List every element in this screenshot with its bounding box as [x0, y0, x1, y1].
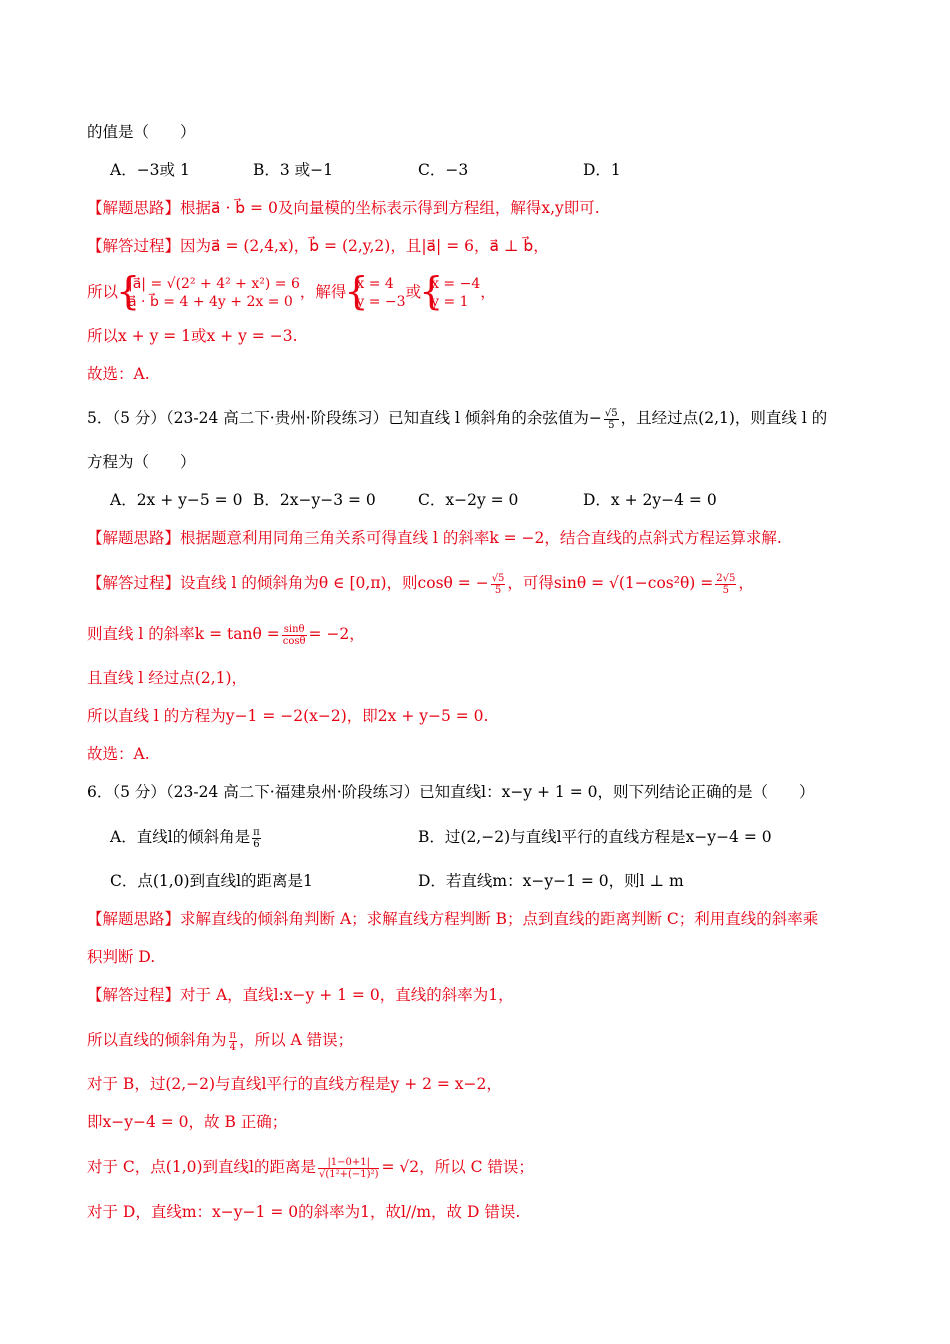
q5-process-1 — [87, 572, 870, 596]
q6-thinking-2: 积判断 D. — [87, 948, 156, 966]
q5-process-2a: 则直线 l 的斜率k = tanθ = — [87, 625, 280, 643]
q4-process-2-prefix: 所以 — [87, 283, 119, 301]
q4-process-2-or: 或 — [405, 283, 422, 301]
q6-process-1 — [87, 984, 870, 1006]
q6-process-2a: 所以直线的倾斜角为 — [87, 1031, 227, 1049]
frac-num: √5 — [491, 572, 505, 584]
q6-option-a — [110, 826, 263, 850]
frac-num: sinθ — [283, 623, 305, 635]
q4-process-1-text: 因为a⃗ = (2,4,x)，b⃗ = (2,y,2)，且|a⃗| = 6，a⃗ ⊥ b⃗， — [180, 237, 549, 255]
sys2-eq-a: { x = 4 — [356, 276, 394, 292]
q6-option-b: B．过(2,−2)与直线l平行的直线方程是x−y−4 = 0 — [418, 828, 772, 846]
q5-option-d: D．x + 2y−4 = 0 — [583, 491, 717, 509]
q5-stem-1a: 5．（5 分）（23-24 高二下·贵州·阶段练习）已知直线 l 倾斜角的余弦值为− — [87, 409, 602, 427]
q5-thinking-text: 根据题意利用同角三角关系可得直线 l 的斜率k = −2，结合直线的点斜式方程运算求解. — [180, 529, 782, 547]
q6-fraction-2 — [318, 1157, 379, 1180]
frac-den: √(1²+(−1)²) — [319, 1168, 379, 1180]
q5-fraction-1 — [491, 573, 506, 596]
q4-process-2-mid: ，解得 — [299, 283, 347, 301]
q4-system-3 — [421, 275, 480, 311]
q6-process-5 — [87, 1156, 870, 1180]
sys3-eq-b: y = 1 — [431, 294, 469, 310]
q6-process-1-text: 对于 A，直线l:x−y + 1 = 0，直线的斜率为1， — [180, 986, 514, 1004]
q5-stem-1 — [87, 407, 870, 431]
q5-process-1a: 设直线 l 的倾斜角为θ ∈ [0,π)，则cosθ = − — [180, 574, 489, 592]
sys1-eq-b: a⃗ · b⃗ = 4 + 4y + 2x = 0 — [128, 294, 293, 310]
q6-process-2 — [87, 1029, 870, 1053]
q5-stem-1b: ，且经过点(2,1)，则直线 l 的 — [620, 409, 828, 427]
q6-process-5b: = √2，所以 C 错误； — [381, 1158, 534, 1176]
q5-fraction-3 — [282, 624, 307, 647]
sys3-eq-a: { x = −4 — [431, 276, 481, 292]
frac-den: 4 — [229, 1041, 236, 1053]
q4-process-3: 所以x + y = 1或x + y = −3. — [87, 327, 298, 345]
q6-process-3: 对于 B，过(2,−2)与直线l平行的直线方程是y + 2 = x−2， — [87, 1075, 502, 1093]
q4-system-1 — [118, 275, 300, 311]
process-tag: 【解答过程】 — [87, 237, 181, 255]
q5-fraction-2 — [715, 573, 736, 596]
q5-process-1b: ，可得sinθ = √(1−cos²θ) = — [507, 574, 714, 592]
q5-option-c: C．x−2y = 0 — [418, 491, 519, 509]
frac-den: cosθ — [282, 635, 306, 647]
q6-process-4: 即x−y−4 = 0，故 B 正确； — [87, 1113, 288, 1131]
process-tag: 【解答过程】 — [87, 986, 181, 1004]
q4-stem-tail: 的值是（ ） — [87, 123, 196, 141]
frac-den: 5 — [722, 584, 729, 596]
q4-option-d: D．1 — [583, 161, 621, 179]
frac-num: |1−0+1| — [318, 1157, 379, 1169]
q5-process-1c: ， — [738, 574, 754, 592]
frac-den: 6 — [253, 838, 260, 850]
sys1-eq-a: { |a⃗| = √(2² + 4² + x²) = 6 — [128, 276, 300, 292]
frac-num: π — [229, 1029, 237, 1041]
q4-thinking — [87, 197, 870, 219]
sys2-eq-b: y = −3 — [356, 294, 406, 310]
thinking-tag: 【解题思路】 — [87, 529, 181, 547]
q5-answer: 故选：A. — [87, 745, 150, 763]
q4-answer: 故选：A. — [87, 365, 150, 383]
q4-process-1 — [87, 235, 870, 257]
q6-fraction-1 — [229, 1030, 238, 1053]
q6-process-5a: 对于 C，点(1,0)到直线l的距离是 — [87, 1158, 316, 1176]
q5-process-4: 所以直线 l 的方程为y−1 = −2(x−2)，即2x + y−5 = 0. — [87, 707, 489, 725]
q5-stem-2: 方程为（ ） — [87, 453, 196, 471]
q4-process-2-end: ， — [480, 283, 496, 301]
q6-option-c: C．点(1,0)到直线l的距离是1 — [110, 872, 313, 890]
frac-num: 2√5 — [716, 572, 736, 584]
q4-option-c: C．−3 — [418, 161, 469, 179]
q5-thinking — [87, 527, 870, 549]
q5-process-3: 且直线 l 经过点(2,1)， — [87, 669, 248, 687]
q6-thinking-text-1: 求解直线的倾斜角判断 A；求解直线方程判断 B；点到直线的距离判断 C；利用直线的斜率乘 — [180, 910, 819, 928]
thinking-tag: 【解题思路】 — [87, 199, 181, 217]
q4-option-b: B．3 或−1 — [253, 161, 334, 179]
q6-option-a-fraction — [252, 827, 261, 850]
q6-stem: 6．（5 分）（23-24 高二下·福建泉州·阶段练习）已知直线l：x−y + 1 = 0，则下列结论正确的是（ ） — [87, 783, 815, 801]
q5-process-2 — [87, 623, 870, 647]
q5-option-b: B．2x−y−3 = 0 — [253, 491, 376, 509]
q4-process-2 — [87, 270, 870, 314]
q4-system-2 — [346, 275, 405, 311]
frac-den: 5 — [608, 419, 615, 431]
q4-thinking-text: 根据a⃗ · b⃗ = 0及向量模的坐标表示得到方程组，解得x,y即可. — [180, 199, 600, 217]
q4-option-a: A．−3或 1 — [110, 161, 190, 179]
q6-thinking-1 — [87, 908, 870, 930]
frac-den: 5 — [494, 584, 502, 596]
process-tag: 【解答过程】 — [87, 574, 181, 592]
frac-num: π — [253, 826, 260, 838]
q6-process-6: 对于 D，直线m：x−y−1 = 0的斜率为1，故l//m，故 D 错误. — [87, 1203, 521, 1221]
q6-option-d: D．若直线m：x−y−1 = 0，则l ⊥ m — [418, 872, 684, 890]
thinking-tag: 【解题思路】 — [87, 910, 181, 928]
q6-process-2b: ，所以 A 错误； — [239, 1031, 354, 1049]
q5-process-2b: = −2， — [308, 625, 365, 643]
q5-stem-fraction — [604, 408, 619, 431]
q5-option-a: A．2x + y−5 = 0 — [110, 491, 243, 509]
frac-num: √5 — [604, 407, 618, 419]
q6-option-a-text: A．直线l的倾斜角是 — [110, 828, 251, 846]
